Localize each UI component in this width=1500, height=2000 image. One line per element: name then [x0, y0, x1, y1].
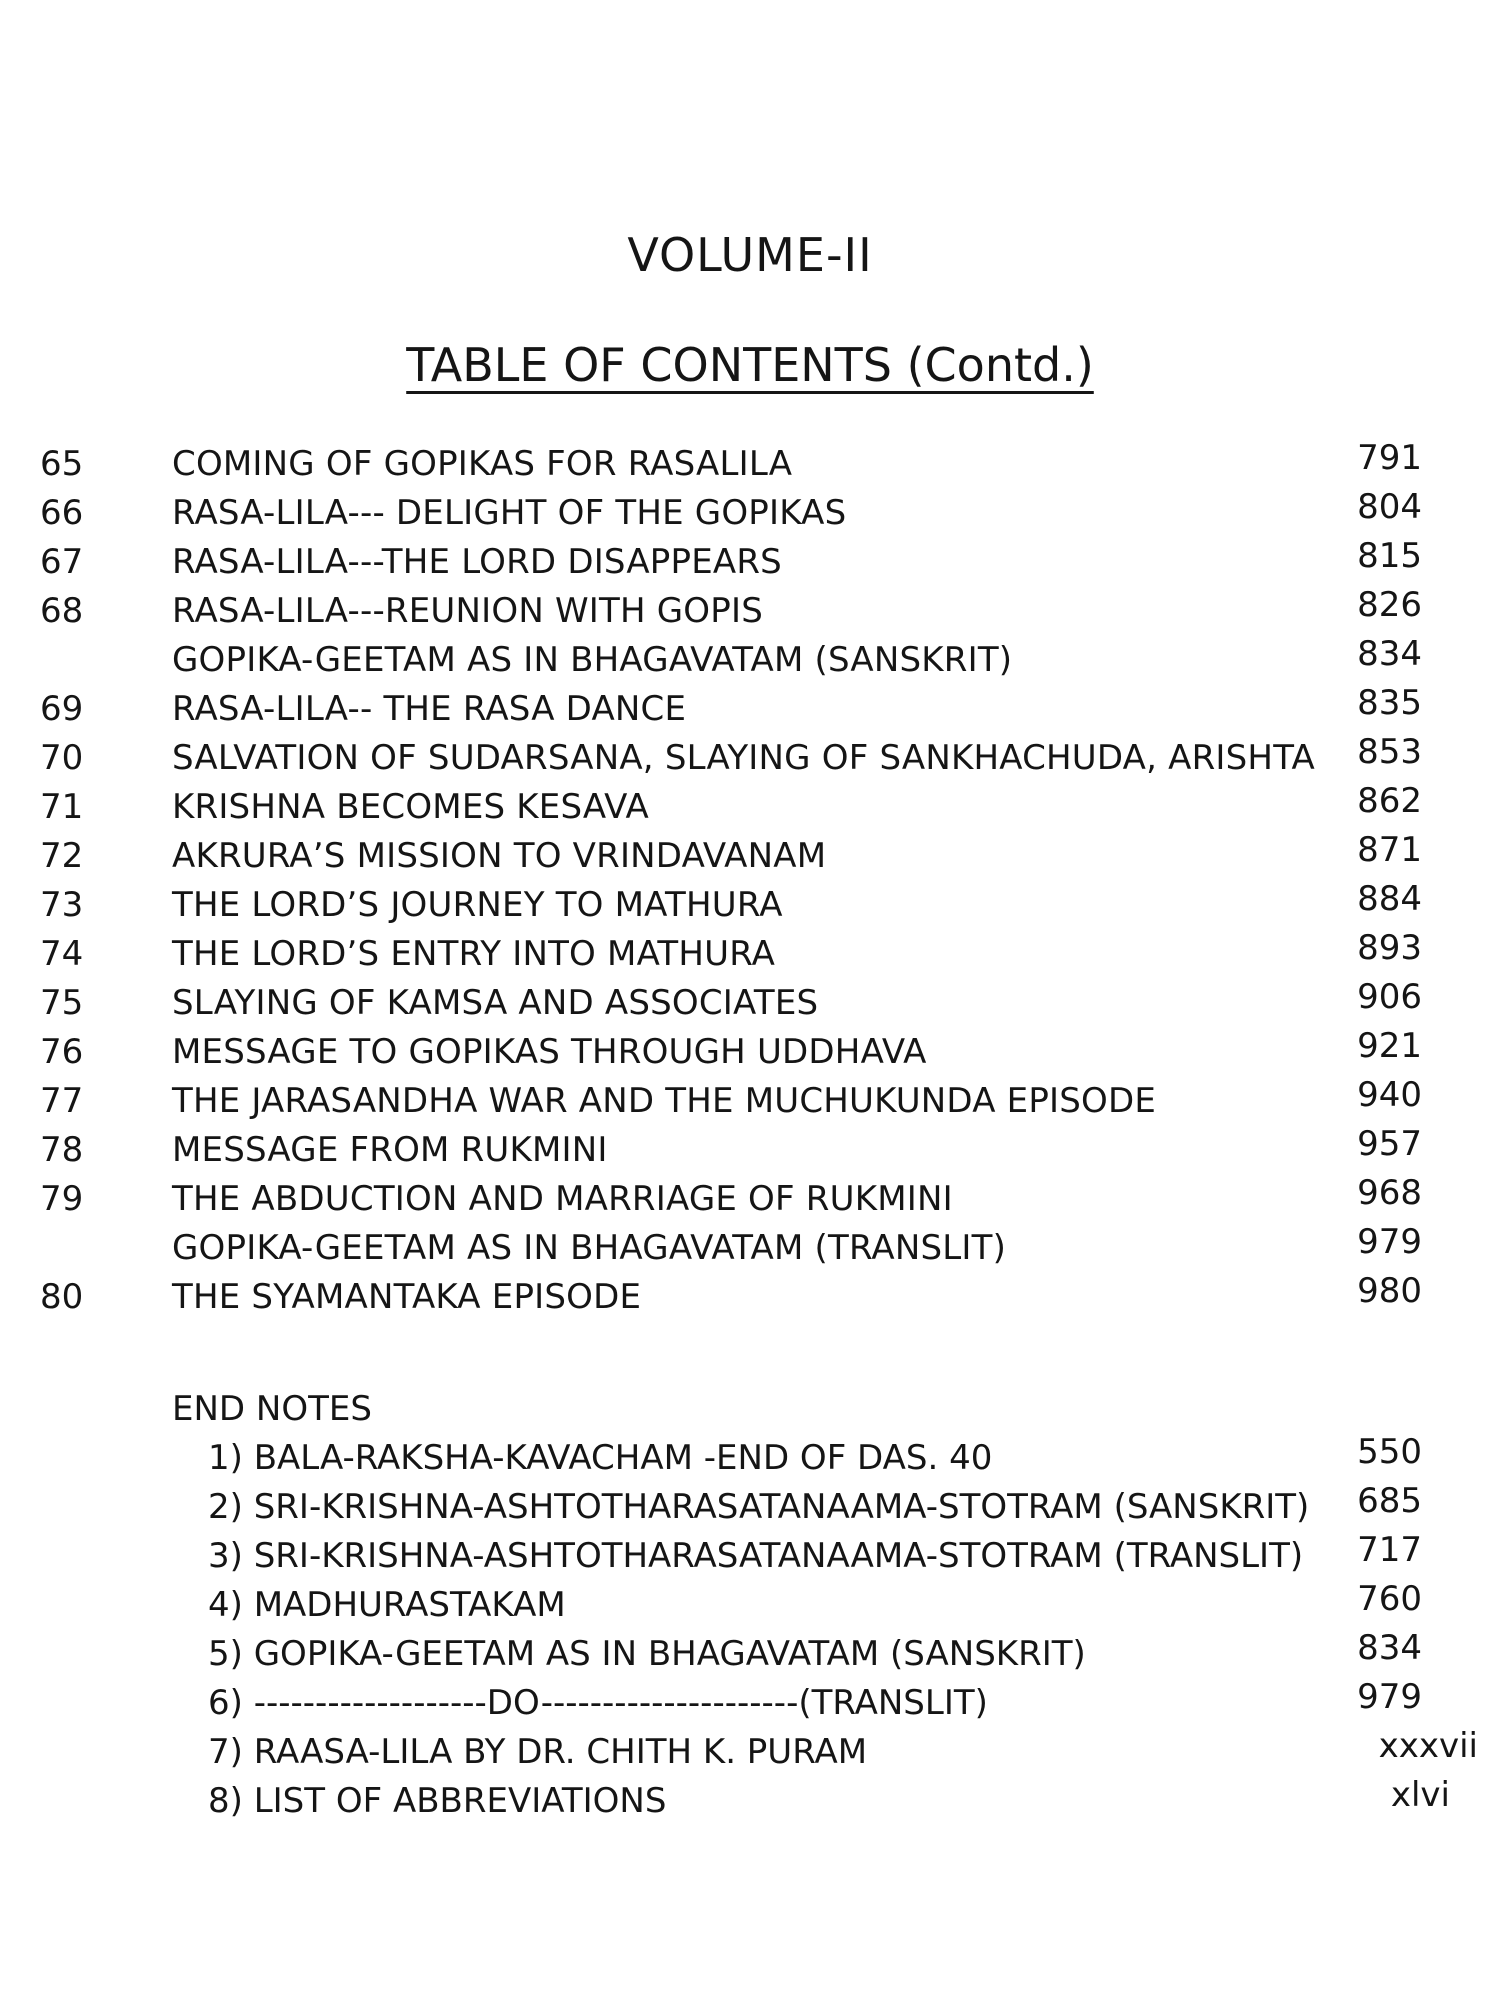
- toc-entry: [0, 1126, 1500, 1175]
- end-note-page-number: 717: [1357, 1530, 1422, 1570]
- page-number: 862: [1357, 781, 1422, 821]
- toc-entry: [0, 734, 1500, 783]
- chapter-number: 79: [40, 1179, 84, 1219]
- end-note-page-number: xxxvii: [1378, 1726, 1478, 1766]
- end-note-entry: [0, 1630, 1500, 1679]
- toc-entry: [0, 440, 1500, 489]
- chapter-number: 78: [40, 1130, 84, 1170]
- chapter-number: 76: [40, 1032, 84, 1072]
- toc-entry: [0, 636, 1500, 685]
- toc-entry: [0, 489, 1500, 538]
- end-note-page-number: xlvi: [1390, 1775, 1450, 1815]
- toc-entry: [0, 538, 1500, 587]
- page-number: 871: [1357, 830, 1422, 870]
- end-note-page-number: 760: [1357, 1579, 1422, 1619]
- end-note-page-number: 834: [1357, 1628, 1422, 1668]
- volume-title: VOLUME-II: [627, 228, 873, 282]
- chapter-title: THE ABDUCTION AND MARRIAGE OF RUKMINI: [172, 1179, 953, 1219]
- page-number: 826: [1357, 585, 1422, 625]
- end-note-entry: [0, 1728, 1500, 1777]
- page-number: 921: [1357, 1026, 1422, 1066]
- chapter-number: 73: [40, 885, 84, 925]
- chapter-title: RASA-LILA---REUNION WITH GOPIS: [172, 591, 763, 631]
- end-note-entry: [0, 1532, 1500, 1581]
- chapter-number: 69: [40, 689, 84, 729]
- toc-entry: [0, 881, 1500, 930]
- toc-entry: [0, 587, 1500, 636]
- end-notes-list: [0, 1434, 1500, 1826]
- end-notes-heading: END NOTES: [172, 1389, 372, 1429]
- toc-list: [0, 440, 1500, 1322]
- page-number: 940: [1357, 1075, 1422, 1115]
- chapter-title: THE JARASANDHA WAR AND THE MUCHUKUNDA EPISODE: [172, 1081, 1157, 1121]
- chapter-title: SALVATION OF SUDARSANA, SLAYING OF SANKHACHUDA, ARISHTA: [172, 738, 1315, 778]
- toc-entry: [0, 783, 1500, 832]
- chapter-title: GOPIKA-GEETAM AS IN BHAGAVATAM (SANSKRIT): [172, 640, 1013, 680]
- chapter-title: AKRURA’S MISSION TO VRINDAVANAM: [172, 836, 827, 876]
- chapter-title: RASA-LILA--- DELIGHT OF THE GOPIKAS: [172, 493, 847, 533]
- chapter-title: SLAYING OF KAMSA AND ASSOCIATES: [172, 983, 819, 1023]
- end-note-title: 4) MADHURASTAKAM: [208, 1585, 566, 1625]
- chapter-title: GOPIKA-GEETAM AS IN BHAGAVATAM (TRANSLIT): [172, 1228, 1007, 1268]
- page-number: 968: [1357, 1173, 1422, 1213]
- end-note-page-number: 685: [1357, 1481, 1422, 1521]
- toc-heading: [0, 338, 1500, 392]
- end-note-entry: [0, 1434, 1500, 1483]
- toc-entry: [0, 979, 1500, 1028]
- end-note-title: 3) SRI-KRISHNA-ASHTOTHARASATANAAMA-STOTRAM (TRANSLIT): [208, 1536, 1304, 1576]
- toc-entry: [0, 1273, 1500, 1322]
- end-note-title: 6) -------------------DO---------------------(TRANSLIT): [208, 1683, 988, 1723]
- end-note-page-number: 979: [1357, 1677, 1422, 1717]
- toc-entry: [0, 1224, 1500, 1273]
- chapter-number: 72: [40, 836, 84, 876]
- chapter-title: THE SYAMANTAKA EPISODE: [172, 1277, 642, 1317]
- chapter-title: KRISHNA BECOMES KESAVA: [172, 787, 649, 827]
- page-number: 791: [1357, 438, 1422, 478]
- chapter-title: THE LORD’S ENTRY INTO MATHURA: [172, 934, 776, 974]
- end-note-entry: [0, 1581, 1500, 1630]
- toc-heading-text: TABLE OF CONTENTS (Contd.): [406, 338, 1094, 392]
- chapter-title: RASA-LILA-- THE RASA DANCE: [172, 689, 687, 729]
- page-number: 893: [1357, 928, 1422, 968]
- toc-entry: [0, 1028, 1500, 1077]
- page-number: 957: [1357, 1124, 1422, 1164]
- toc-entry: [0, 1077, 1500, 1126]
- end-note-page-number: 550: [1357, 1432, 1422, 1472]
- end-note-title: 8) LIST OF ABBREVIATIONS: [208, 1781, 667, 1821]
- chapter-number: 68: [40, 591, 84, 631]
- page-number: 804: [1357, 487, 1422, 527]
- page-number: 884: [1357, 879, 1422, 919]
- chapter-number: 80: [40, 1277, 84, 1317]
- chapter-number: 71: [40, 787, 84, 827]
- end-note-title: 5) GOPIKA-GEETAM AS IN BHAGAVATAM (SANSKRIT): [208, 1634, 1086, 1674]
- end-note-entry: [0, 1777, 1500, 1826]
- chapter-number: 66: [40, 493, 84, 533]
- chapter-number: 67: [40, 542, 84, 582]
- toc-entry: [0, 685, 1500, 734]
- chapter-title: MESSAGE TO GOPIKAS THROUGH UDDHAVA: [172, 1032, 927, 1072]
- chapter-number: 75: [40, 983, 84, 1023]
- page-number: 815: [1357, 536, 1422, 576]
- end-note-title: 7) RAASA-LILA BY DR. CHITH K. PURAM: [208, 1732, 868, 1772]
- chapter-title: MESSAGE FROM RUKMINI: [172, 1130, 608, 1170]
- page-number: 980: [1357, 1271, 1422, 1311]
- page-number: 834: [1357, 634, 1422, 674]
- end-note-entry: [0, 1679, 1500, 1728]
- page-number: 979: [1357, 1222, 1422, 1262]
- toc-entry: [0, 930, 1500, 979]
- end-note-entry: [0, 1483, 1500, 1532]
- page-number: 853: [1357, 732, 1422, 772]
- end-note-title: 1) BALA-RAKSHA-KAVACHAM -END OF DAS. 40: [208, 1438, 993, 1478]
- chapter-title: COMING OF GOPIKAS FOR RASALILA: [172, 444, 793, 484]
- toc-entry: [0, 1175, 1500, 1224]
- chapter-number: 77: [40, 1081, 84, 1121]
- page-number: 906: [1357, 977, 1422, 1017]
- chapter-number: 70: [40, 738, 84, 778]
- chapter-number: 74: [40, 934, 84, 974]
- chapter-number: 65: [40, 444, 84, 484]
- end-note-title: 2) SRI-KRISHNA-ASHTOTHARASATANAAMA-STOTRAM (SANSKRIT): [208, 1487, 1310, 1527]
- toc-entry: [0, 832, 1500, 881]
- chapter-title: THE LORD’S JOURNEY TO MATHURA: [172, 885, 783, 925]
- chapter-title: RASA-LILA---THE LORD DISAPPEARS: [172, 542, 782, 582]
- page-number: 835: [1357, 683, 1422, 723]
